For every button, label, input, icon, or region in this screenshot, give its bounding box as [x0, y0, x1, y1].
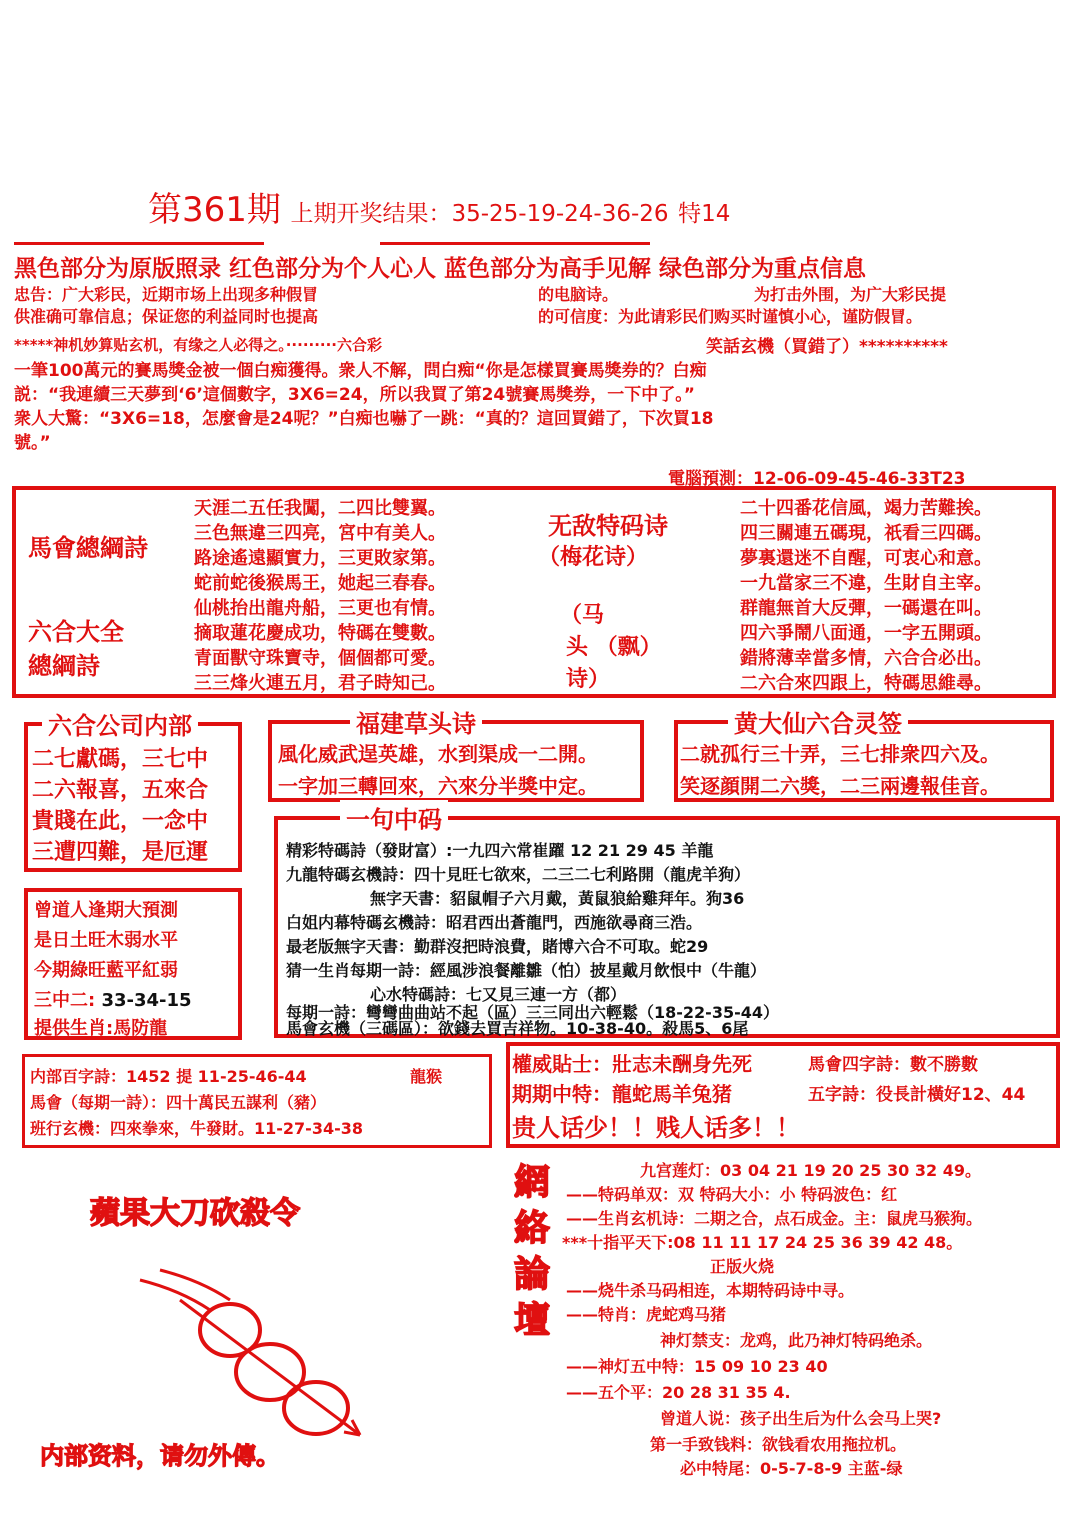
joke-head-a: *****神机妙算贴玄机，有缘之人必得之。·········六合彩	[14, 336, 383, 354]
daoist-line-4: 提供生肖:馬防龍	[34, 1018, 168, 1039]
special-number: 特14	[678, 201, 731, 227]
one-sentence-line: 九龍特碼玄機詩：四十見旺七欲來，二三二七利路開（龍虎羊狗）	[286, 865, 751, 884]
forum-vertical-char: 絡	[513, 1208, 550, 1249]
poem-left-block	[194, 496, 446, 696]
internal-line-3: 班行玄機：四來拳來，牛發財。11-27-34-38	[30, 1119, 363, 1138]
joke-line-1: 一筆100萬元的賽馬獎金被一個白痴獲得。衆人不解，問白痴“你是怎樣買賽馬獎券的？白痴	[14, 361, 707, 381]
fujian-line-2: 一字加三轉回來，六來分半獎中定。	[278, 774, 598, 798]
poem-left-line: 天涯二五任我闖，二四比雙翼。	[194, 498, 446, 519]
top-rule-2	[380, 242, 650, 245]
top-rule	[14, 242, 264, 245]
poem-right-line: 四三關連五碼現，祇看三四碼。	[740, 523, 992, 544]
forum-line: 曾道人说：孩子出生后为什么会马上哭?	[660, 1409, 942, 1428]
result-numbers: 35-25-19-24-36-26	[451, 201, 669, 227]
forum-vertical-char: 壇	[513, 1300, 550, 1341]
poem-left-line: 摘取蓮花慶成功，特碼在雙數。	[194, 623, 446, 644]
one-sentence-title: 一句中码	[340, 800, 448, 835]
fujian-title: 福建草头诗	[350, 704, 482, 739]
apple-footer: 内部资料，请勿外傳。	[40, 1442, 280, 1470]
forum-vertical-char: 論	[513, 1254, 550, 1295]
authority-line-3: 贵人话少！！贱人话多！！	[512, 1114, 800, 1142]
issue-header	[148, 182, 730, 231]
one-sentence-line: 精彩特碼詩（發財富）:一九四六常崔躍 12 21 29 45 羊龍	[286, 841, 714, 860]
apple-title: 蘋果大刀砍殺令	[90, 1196, 300, 1231]
daoist-line-3-label: 三中二:	[34, 990, 96, 1011]
forum-line: 九宫莲灯：03 04 21 19 20 25 30 32 49。	[640, 1161, 981, 1180]
notice-line-1a: 忠告：广大彩民，近期市场上出现多种假冒	[14, 285, 319, 304]
forum-vertical-title	[510, 1160, 554, 1344]
wong-line-1: 二就孤行三十弄，三七排衆四六及。	[680, 742, 1000, 766]
poem-mid-title-3a: （马	[560, 603, 605, 628]
poem-right-line: 二六合來四跟上，特碼思維尋。	[740, 673, 992, 694]
authority-line-2a: 期期中特：龍蛇馬羊兔猪	[512, 1082, 732, 1106]
one-sentence-line: 心水特碼詩：七又見三連一方（都）	[370, 985, 627, 1004]
daoist-line-3-numbers: 33-34-15	[95, 990, 192, 1011]
forum-line: ——五个平：20 28 31 35 4.	[566, 1383, 791, 1402]
forum-line: 正版火烧	[710, 1257, 775, 1276]
poem-right-line: 二十四番花信風，竭力苦難挨。	[740, 498, 992, 519]
poem-title-1: 馬會總綱詩	[28, 534, 148, 562]
poem-right-line: 一九當家三不違，生財自主宰。	[740, 573, 992, 594]
result-label: 上期开奖结果：	[290, 201, 452, 227]
one-sentence-line: 最老版無字天書：勤群沒把時浪費，賭博六合不可取。蛇29	[286, 937, 709, 956]
forum-line: ——生肖玄机诗：二期之合，点石成金。主：鼠虎马猴狗。	[566, 1209, 983, 1228]
notice-line-2a: 供准确可靠信息；保证您的利益同时也提高	[14, 307, 319, 326]
poem-right-line: 夢裏還迷不自醒，可衷心和意。	[740, 548, 992, 569]
daoist-line-3	[34, 986, 192, 1012]
company-line: 貴賤在此，一念中	[32, 809, 209, 834]
poem-left-line: 三色無違三四亮，宮中有美人。	[194, 523, 446, 544]
one-sentence-line: 每期一詩：彎彎曲曲站不起（區）三三同出六輕鬆（18-22-35-44）	[286, 1003, 779, 1022]
one-sentence-line: 馬會玄機（三碼區）：欲錢去買吉祥物。10-38-40。殺馬5、6尾	[286, 1019, 749, 1038]
joke-head-b: 笑話玄機（買錯了）**********	[706, 337, 948, 357]
one-sentence-line: 無字天書：貂鼠帽子六月戴，黃鼠狼給雞拜年。狗36	[370, 889, 745, 908]
poem-right-line: 錯將薄幸當多情，六合合必出。	[740, 648, 992, 669]
notice-line-2b: 的可信度：为此请彩民们购买时谨慎小心，谨防假冒。	[538, 307, 923, 326]
computer-prediction: 電腦預測：12-06-09-45-46-33T23	[668, 469, 966, 489]
notice-line-1b: 的电脑诗。	[538, 285, 619, 304]
color-legend: 黑色部分为原版照录 红色部分为个人心人 蓝色部分为高手见解 绿色部分为重点信息	[14, 256, 867, 282]
company-title: 六合公司内部	[42, 706, 198, 741]
poem-mid-title-3c: 诗）	[566, 667, 611, 692]
forum-line: 第一手致钱料：欲钱看农用拖拉机。	[650, 1435, 907, 1454]
daoist-line-1: 是日土旺木弱水平	[34, 930, 178, 951]
authority-line-1a: 權威貼士：壯志未酬身先死	[512, 1052, 752, 1076]
forum-line: ——特码单双：双 特码大小：小 特码波色：红	[566, 1185, 898, 1204]
forum-line: ***十指平天下:08 11 11 17 24 25 36 39 42 48。	[562, 1233, 963, 1252]
poem-left-line: 蛇前蛇後猴馬王，她起三春春。	[194, 573, 446, 594]
company-lines	[32, 744, 208, 868]
poem-left-line: 青面獸守珠寶寺，個個都可愛。	[194, 648, 446, 669]
poem-title-2a: 六合大全	[28, 618, 124, 646]
daoist-line-2: 今期綠旺藍平紅弱	[34, 960, 178, 981]
forum-line: 神灯禁支：龙鸡，此乃神灯特码绝杀。	[660, 1331, 933, 1350]
company-line: 二七獻碼，三七中	[32, 747, 209, 772]
forum-line: ——烧牛杀马码相连，本期特码诗中寻。	[566, 1281, 855, 1300]
poem-left-line: 三三烽火連五月，君子時知己。	[194, 673, 446, 694]
joke-line-3: 衆人大驚：“3X6=18，怎麼會是24呢？”白痴也嚇了一跳：“真的？這回買錯了，下次買18	[14, 409, 714, 429]
blade-line	[180, 1300, 360, 1435]
poem-mid-title-3b: 头 （飘）	[566, 635, 662, 660]
joke-line-4: 號。”	[14, 433, 51, 453]
forum-line: 必中特尾：0-5-7-8-9 主蓝-绿	[680, 1459, 903, 1478]
one-sentence-line: 猜一生肖每期一詩：經風涉浪餐離雛（怕）披星戴月飲恨中（牛龍）	[286, 961, 767, 980]
poem-right-block	[740, 496, 992, 696]
poem-mid-title-1: 无敌特码诗	[548, 512, 668, 540]
forum-vertical-char: 網	[513, 1162, 550, 1203]
poem-mid-title-2: （梅花诗）	[538, 545, 649, 570]
company-line: 二六報喜，五來合	[32, 778, 209, 803]
knife-seal-illustration	[120, 1260, 400, 1450]
knife-handle-2	[160, 1270, 230, 1300]
poem-left-line: 路途遙遠顯實力，三更敗家第。	[194, 548, 446, 569]
joke-line-2: 説：“我連續三天夢到‘6’這個數字，3X6=24，所以我買了第24號賽馬獎券，一下中了。”	[14, 385, 695, 405]
forum-line: ——神灯五中特：15 09 10 23 40	[566, 1357, 828, 1376]
company-line: 三遭四難，是厄運	[32, 840, 209, 865]
issue-number: 第361期	[148, 190, 281, 230]
authority-line-1b: 馬會四字詩：數不勝數	[808, 1055, 978, 1075]
internal-line-2: 馬會（每期一詩）：四十萬民五謀利（豬）	[30, 1093, 327, 1112]
forum-line: ——特肖：虎蛇鸡马猪	[566, 1305, 727, 1324]
fujian-line-1: 風化威武逞英雄，水到渠成一二開。	[278, 742, 598, 766]
poem-right-line: 四六爭鬧八面通，一字五開頭。	[740, 623, 992, 644]
one-sentence-line: 白姐内幕特碼玄機詩：昭君西出蒼龍門，西施欲尋商三浩。	[286, 913, 703, 932]
poem-title-2b: 總綱詩	[28, 652, 100, 680]
poem-left-line: 仙桃抬出龍舟船，三更也有情。	[194, 598, 446, 619]
daoist-title: 曾道人逢期大預測	[34, 900, 178, 921]
authority-line-2b: 五字詩：役長計橫好12、44	[808, 1085, 1026, 1105]
poem-right-line: 群龍無首大反彈，一碼還在叫。	[740, 598, 992, 619]
seal-circle-3	[284, 1382, 348, 1434]
internal-line-1b: 龍猴	[410, 1067, 443, 1086]
internal-line-1a: 内部百字詩：1452 提 11-25-46-44	[30, 1067, 307, 1086]
wong-title: 黄大仙六合灵签	[728, 704, 908, 739]
notice-line-1c: 为打击外围，为广大彩民提	[754, 285, 947, 304]
wong-line-2: 笑逐顔開二六獎，二三兩邊報佳音。	[680, 774, 1000, 798]
